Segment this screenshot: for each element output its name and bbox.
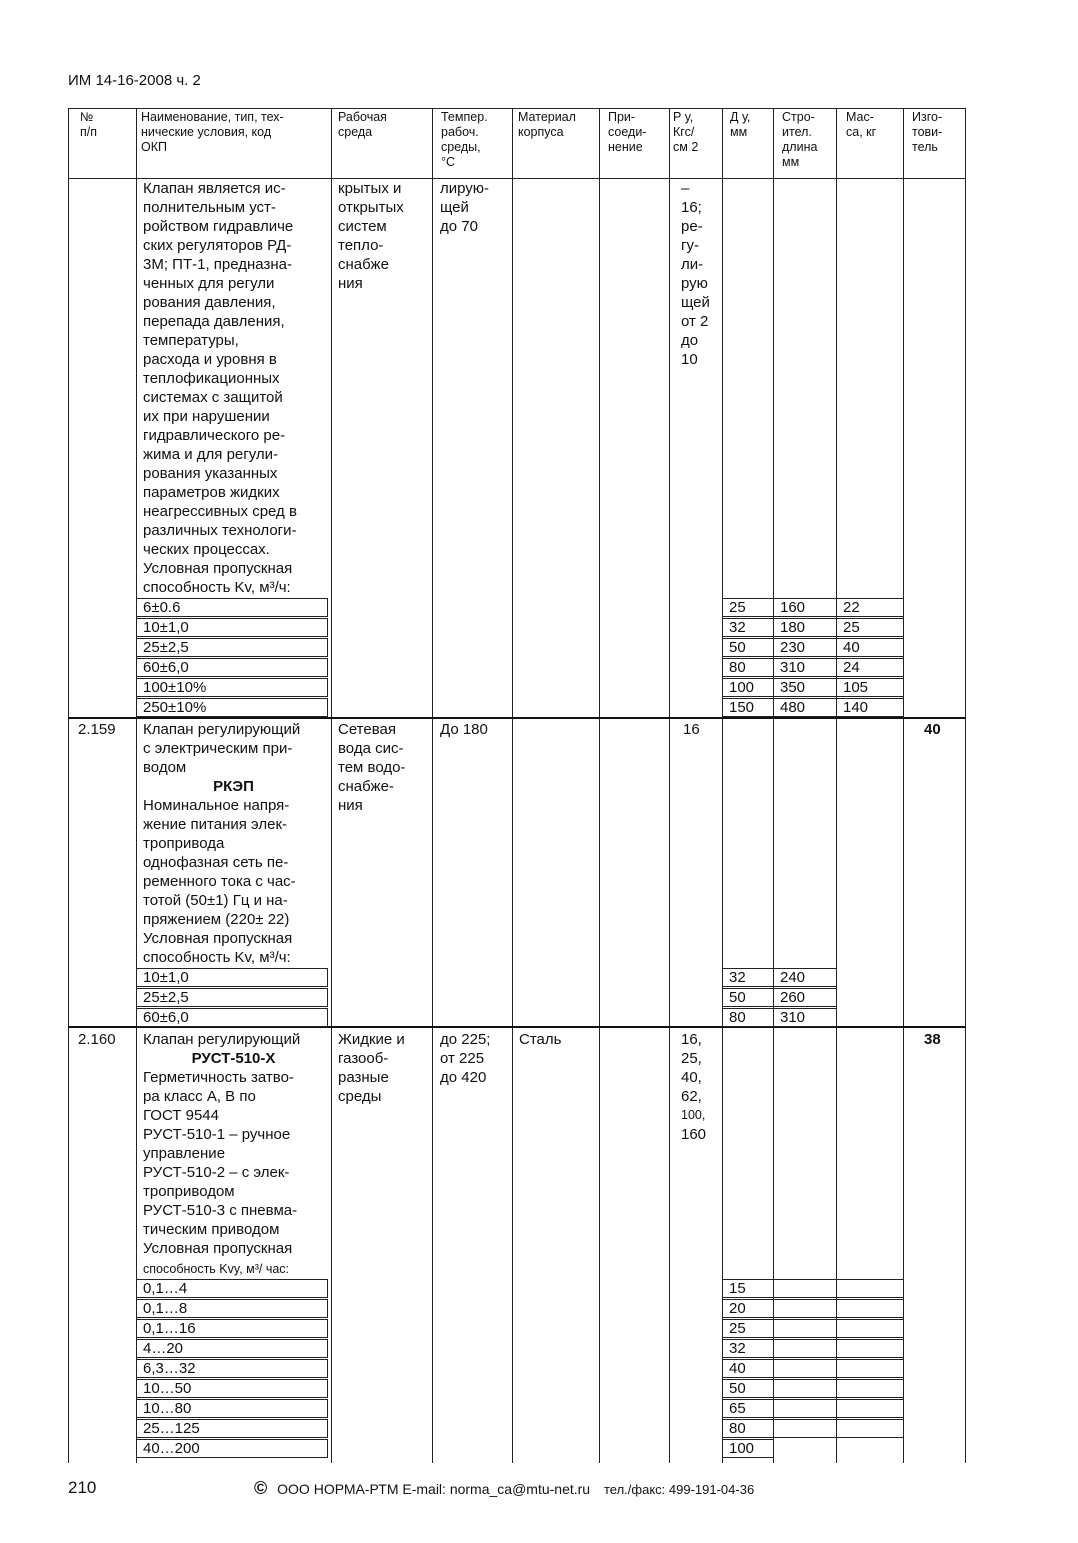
footer-org: ООО НОРМА-РТМ (277, 1481, 399, 1497)
row1-kv: 100±10% (136, 678, 328, 697)
row3-kv: 10…50 (136, 1379, 328, 1398)
col-line (331, 108, 332, 1463)
copyright-icon: © (254, 1478, 268, 1498)
col-line (722, 108, 723, 1463)
row1-mass: 22 (836, 598, 904, 617)
row3-material: Сталь (519, 1031, 562, 1048)
row3-name-b: Герметичность затво- ра класс А, В по ГОСТ 9544 РУСТ-510-1 – ручное управление РУСТ-510-2 – с элек- троприводом РУСТ-510-3 с пневма- тическим приводом Условная пропускная (143, 1069, 298, 1257)
row1-dn: 25 (722, 598, 774, 617)
row2-length: 240 (773, 968, 837, 987)
row1-dn: 50 (722, 638, 774, 657)
header-temp: Темпер. рабоч. среды, °С (441, 110, 488, 169)
document-id: ИМ 14-16-2008 ч. 2 (68, 72, 201, 89)
row2-name-a: Клапан регулирующий с электрическим при- водом (143, 721, 301, 776)
row3-mass-empty (836, 1399, 904, 1418)
row3-type: РУСТ-510-Х (191, 1050, 276, 1067)
page-number: 210 (68, 1478, 97, 1497)
col-line (68, 108, 69, 1463)
row3-length-empty (773, 1399, 837, 1418)
footer (254, 1478, 754, 1499)
row2-name-b: Номинальное напря- жение питания элек- тропривода однофазная сеть пе- ременного тока с час- тотой (50±1) Гц и на- пряжением (220± 22) Условная пропускная способность Kv, м³/ч: (143, 797, 296, 966)
row3-length-empty (773, 1319, 837, 1338)
header-pressure: Р у, Кгс/ см 2 (673, 110, 699, 154)
row3-temp: до 225; от 225 до 420 (440, 1031, 491, 1086)
row3-dn: 40 (722, 1359, 774, 1378)
row3-length-empty (773, 1359, 837, 1378)
row2-maker: 40 (924, 721, 941, 738)
row3-kv: 6,3…32 (136, 1359, 328, 1378)
row2-num: 2.159 (78, 721, 116, 738)
row3-length-empty (773, 1339, 837, 1358)
row2-dn: 80 (722, 1008, 774, 1027)
row3-kv: 0,1…8 (136, 1299, 328, 1318)
row1-length: 310 (773, 658, 837, 677)
row3-pressure: 100, (681, 1108, 706, 1122)
row3-maker: 38 (924, 1031, 941, 1048)
row2-temp: До 180 (440, 721, 488, 738)
row1-mass: 140 (836, 698, 904, 717)
row1-medium: крытых и открытых систем тепло- снабже ния (338, 180, 404, 292)
row1-length: 160 (773, 598, 837, 617)
row1-kv: 60±6,0 (136, 658, 328, 677)
row1-kv: 6±0.6 (136, 598, 328, 617)
row3-mass-empty (836, 1319, 904, 1338)
row3-kv: 25…125 (136, 1419, 328, 1438)
row-separator (68, 717, 966, 719)
row3-name-a: Клапан регулирующий (143, 1031, 301, 1048)
row2-pressure: 16 (683, 721, 700, 738)
row1-mass: 24 (836, 658, 904, 677)
row1-name: Клапан является ис- полнительным уст- ройством гидравличе ских регуляторов РД- 3М; ПТ-1, предназна- ченных для регули рования давления, перепада давления, температуры, расхода и уровня в теплофикационных системах с защитой их при нарушении гидравлического ре- жима и для регули- рования указанных параметров жидких неагрессивных сред в различных технологи- ческих процессах. Условная пропускная способность Kv, м³/ч: (143, 180, 297, 596)
row1-dn: 32 (722, 618, 774, 637)
row1-pressure: – 16; ре- гу- ли- рую щей от 2 до 10 (681, 180, 710, 368)
row3-mass-empty (836, 1339, 904, 1358)
row3-kv: 40…200 (136, 1439, 328, 1458)
row3-medium: Жидкие и газооб- разные среды (338, 1031, 405, 1105)
footer-email: E-mail: norma_ca@mtu-net.ru (402, 1481, 591, 1497)
row1-length: 350 (773, 678, 837, 697)
col-line (836, 108, 837, 1463)
row1-mass: 25 (836, 618, 904, 637)
col-line (512, 108, 513, 1463)
row1-dn: 80 (722, 658, 774, 677)
row3-mass-empty (836, 1299, 904, 1318)
row3-dn: 25 (722, 1319, 774, 1338)
row3-mass-empty (836, 1279, 904, 1298)
row2-kv: 25±2,5 (136, 988, 328, 1007)
row3-dn: 65 (722, 1399, 774, 1418)
row1-mass: 105 (836, 678, 904, 697)
header-length: Стро- ител. длина мм (782, 110, 818, 169)
row3-mass-empty (836, 1379, 904, 1398)
row1-length: 230 (773, 638, 837, 657)
row3-dn: 20 (722, 1299, 774, 1318)
row3-kv: 10…80 (136, 1399, 328, 1418)
row1-kv: 25±2,5 (136, 638, 328, 657)
table-top-line (68, 108, 966, 109)
row1-dn: 100 (722, 678, 774, 697)
row3-kv: 4…20 (136, 1339, 328, 1358)
row3-dn: 100 (722, 1439, 774, 1458)
header-name: Наименование, тип, тех- нические условия, код ОКП (141, 110, 284, 154)
col-line (599, 108, 600, 1463)
row3-dn: 50 (722, 1379, 774, 1398)
row3-kv: 0,1…4 (136, 1279, 328, 1298)
row2-type: РКЭП (213, 778, 254, 795)
col-line (903, 108, 904, 1463)
row1-length: 180 (773, 618, 837, 637)
footer-phone: тел./факс: 499-191-04-36 (603, 1482, 755, 1497)
header-connection: При- соеди- нение (608, 110, 647, 154)
row1-temp: лирую- щей до 70 (440, 180, 490, 235)
header-medium: Рабочая среда (338, 110, 387, 139)
row3-length-empty (773, 1419, 837, 1438)
col-line (669, 108, 670, 1463)
row3-length-empty (773, 1379, 837, 1398)
header-material: Материал корпуса (518, 110, 576, 139)
row2-medium: Сетевая вода сис- тем водо- снабже- ния (338, 721, 406, 814)
row3-mass-empty (836, 1419, 904, 1438)
row2-kv: 10±1,0 (136, 968, 328, 987)
row3-length-empty (773, 1279, 837, 1298)
row3-pressure: 160 (681, 1126, 707, 1143)
row3-name-c: способность Kvy, м³/ час: (143, 1262, 290, 1276)
row2-kv: 60±6,0 (136, 1008, 328, 1027)
row3-dn: 32 (722, 1339, 774, 1358)
row2-length: 260 (773, 988, 837, 1007)
row1-dn: 150 (722, 698, 774, 717)
row3-length-empty (773, 1299, 837, 1318)
row3-pressure: 16, 25, 40, 62, (681, 1031, 702, 1105)
row3-mass-empty (836, 1359, 904, 1378)
row1-length: 480 (773, 698, 837, 717)
row2-dn: 50 (722, 988, 774, 1007)
col-line (432, 108, 433, 1463)
col-line (773, 108, 774, 1463)
header-mass: Мас- са, кг (846, 110, 877, 139)
row3-num: 2.160 (78, 1031, 116, 1048)
header-dn: Д у, мм (730, 110, 751, 139)
row2-dn: 32 (722, 968, 774, 987)
col-line (965, 108, 966, 1463)
header-maker: Изго- тови- тель (912, 110, 943, 154)
row3-dn: 80 (722, 1419, 774, 1438)
row2-length: 310 (773, 1008, 837, 1027)
row1-mass: 40 (836, 638, 904, 657)
row1-kv: 250±10% (136, 698, 328, 717)
row3-dn: 15 (722, 1279, 774, 1298)
row3-kv: 0,1…16 (136, 1319, 328, 1338)
row1-kv: 10±1,0 (136, 618, 328, 637)
header-num: № п/п (80, 110, 98, 139)
